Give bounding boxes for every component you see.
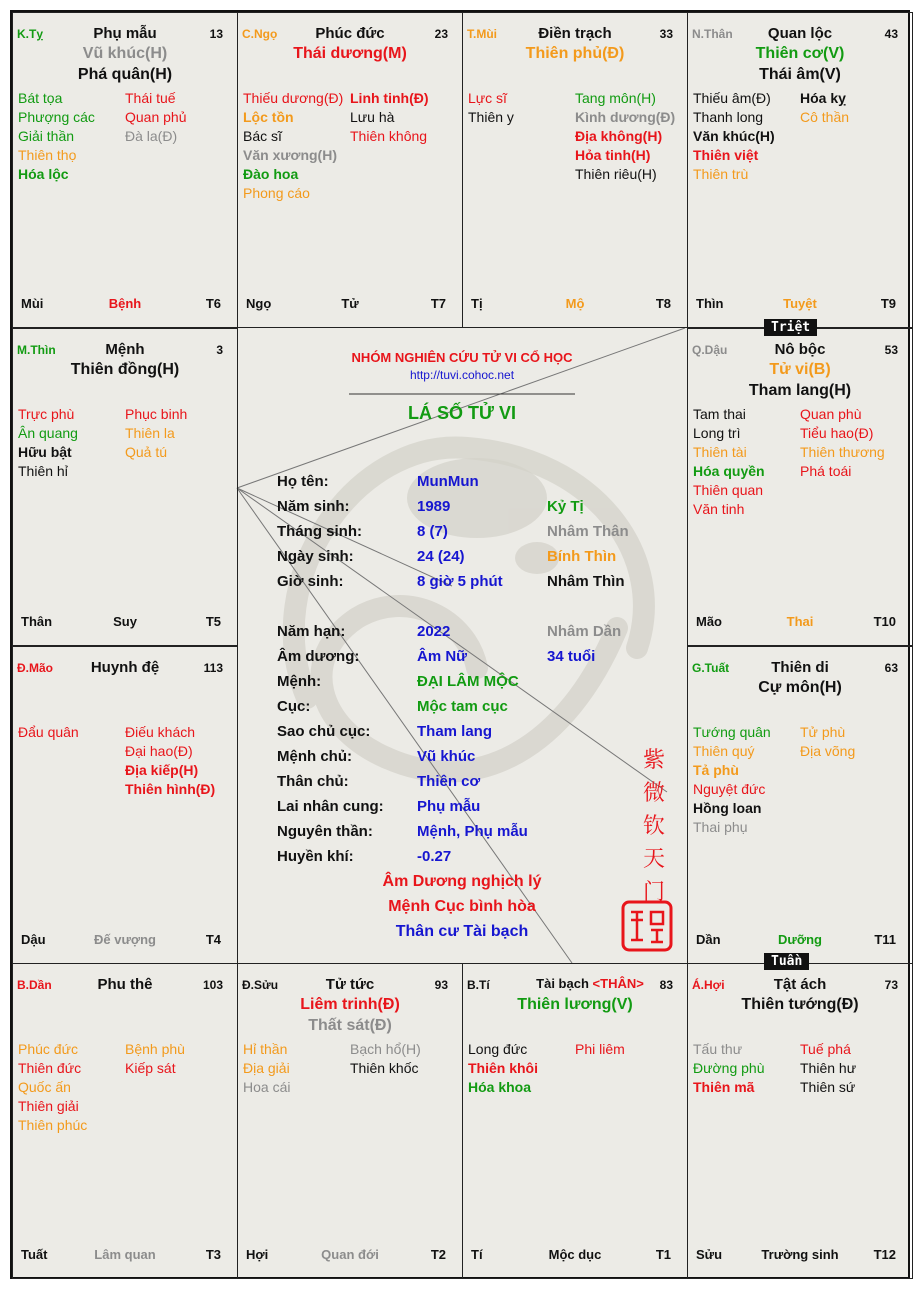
info-value: 8 (7) xyxy=(417,523,448,540)
stars-left xyxy=(18,1040,126,1135)
star: Quốc ấn xyxy=(18,1079,71,1095)
seal-char: 门 xyxy=(642,880,665,905)
decade-code: T7 xyxy=(430,296,446,311)
palace-title: Tật ách xyxy=(773,976,827,993)
stars-left xyxy=(693,405,801,519)
palace-phuc-duc xyxy=(237,12,463,328)
palace-phu-the xyxy=(12,963,238,1279)
main-star: Phá quân(H) xyxy=(77,66,173,83)
star: Phục binh xyxy=(125,406,188,422)
can-chi: Đ.Sửu xyxy=(242,978,279,992)
info-extra: Bính Thìn xyxy=(547,548,617,565)
center-info-panel xyxy=(237,328,687,962)
palace-title: Nô bộc xyxy=(774,341,826,358)
star: Thiên tài xyxy=(693,444,747,460)
stars-left xyxy=(18,723,126,742)
star: Quả tú xyxy=(125,444,168,460)
stars-left xyxy=(693,723,801,837)
note-line: Thân cư Tài bạch xyxy=(395,923,529,940)
star: Thái tuế xyxy=(125,90,176,106)
info-value: MunMun xyxy=(417,473,479,490)
info-value: 1989 xyxy=(417,498,451,515)
star: Thanh long xyxy=(693,109,764,125)
star: Thiên y xyxy=(468,109,514,125)
star: Tử phù xyxy=(800,724,846,740)
star: Hóa lộc xyxy=(18,166,69,182)
tu-vi-chart xyxy=(10,10,910,1279)
info-label: Cục: xyxy=(277,698,311,715)
info-value: Thiên cơ xyxy=(417,773,481,790)
palace-number: 33 xyxy=(659,27,673,41)
decade-code: T5 xyxy=(205,614,221,629)
star: Thai phụ xyxy=(693,819,748,835)
star: Thiên mã xyxy=(693,1079,755,1095)
stars-left xyxy=(18,89,126,184)
life-stage: Quan đới xyxy=(321,1247,379,1262)
triet-tag: Triệt xyxy=(764,319,817,336)
star: Thiên sứ xyxy=(800,1079,856,1095)
stars-right xyxy=(125,405,233,462)
info-value: Âm Nữ xyxy=(417,648,468,665)
palace-number: 103 xyxy=(202,978,223,992)
palace-tat-ach xyxy=(687,963,913,1279)
stars-right xyxy=(125,89,233,146)
info-label: Huyền khí: xyxy=(277,848,354,865)
star: Thiên hư xyxy=(800,1060,857,1076)
main-star: Tử vi(B) xyxy=(769,361,831,378)
stars-left xyxy=(693,1040,801,1097)
star: Điếu khách xyxy=(125,724,196,740)
can-chi: K.Tỵ xyxy=(17,27,44,41)
note-line: Âm Dương nghịch lý xyxy=(382,873,542,890)
star: Thiếu dương(Đ) xyxy=(243,90,344,106)
star: Hóa quyền xyxy=(693,463,765,479)
main-star: Liêm trinh(Đ) xyxy=(300,996,400,1013)
main-star: Thái âm(V) xyxy=(759,66,841,83)
decade-code: T11 xyxy=(874,932,896,947)
palace-number: 23 xyxy=(434,27,448,41)
stars-right xyxy=(350,1040,458,1078)
info-label: Lai nhân cung: xyxy=(277,798,384,815)
info-label: Giờ sinh: xyxy=(277,573,344,590)
info-label: Mệnh chủ: xyxy=(277,748,352,765)
star: Tả phù xyxy=(693,762,739,778)
star: Thiên phúc xyxy=(18,1117,88,1133)
info-extra: Nhâm Thìn xyxy=(547,573,625,590)
palace-number: 113 xyxy=(203,661,223,675)
star: Kiếp sát xyxy=(125,1060,176,1076)
star: Tướng quân xyxy=(693,724,771,740)
palace-quan-loc xyxy=(687,12,913,328)
stars-right xyxy=(800,89,908,127)
star: Hóa khoa xyxy=(468,1079,532,1095)
star: Thiên la xyxy=(125,425,175,441)
star: Thiên hỉ xyxy=(18,463,68,479)
stars-left xyxy=(243,1040,351,1097)
star: Văn khúc(H) xyxy=(693,128,775,144)
can-chi: N.Thân xyxy=(692,27,733,41)
star: Thiên quý xyxy=(693,743,755,759)
palace-menh xyxy=(12,328,238,646)
star: Long trì xyxy=(693,425,741,441)
star: Linh tinh(Đ) xyxy=(350,90,429,106)
star: Đường phù xyxy=(693,1060,765,1076)
info-extra: Kỷ Tị xyxy=(547,498,584,515)
palace-dien-trach xyxy=(462,12,688,328)
star: Lực sĩ xyxy=(468,90,507,106)
star: Thiên giải xyxy=(18,1098,79,1114)
star: Tam thai xyxy=(693,406,746,422)
can-chi: G.Tuất xyxy=(692,661,730,675)
star: Thiên thọ xyxy=(18,147,77,163)
branch: Dậu xyxy=(21,932,46,947)
seal-char: 微 xyxy=(642,781,665,806)
stars-right xyxy=(800,405,908,481)
seal-char: 钦 xyxy=(642,814,665,839)
stars-left xyxy=(468,1040,576,1097)
star: Địa giải xyxy=(243,1060,290,1076)
star: Nguyệt đức xyxy=(693,781,766,797)
palace-thien-di xyxy=(687,646,913,964)
branch: Tí xyxy=(471,1247,483,1262)
star: Hóa kỵ xyxy=(800,90,846,106)
palace-title: Phúc đức xyxy=(315,25,385,42)
palace-phu-mau xyxy=(12,12,238,328)
info-label: Tháng sinh: xyxy=(277,523,362,540)
star: Thiên quan xyxy=(693,482,764,498)
star: Bát tọa xyxy=(18,90,63,106)
stars-right xyxy=(125,723,233,799)
info-value: Mệnh, Phụ mẫu xyxy=(417,823,528,840)
branch: Dần xyxy=(696,932,721,947)
palace-tu-tuc xyxy=(237,963,463,1279)
can-chi: T.Mùi xyxy=(467,27,497,41)
star: Hồng loan xyxy=(693,800,762,816)
info-value: Tham lang xyxy=(417,723,493,740)
decade-code: T6 xyxy=(205,296,221,311)
stars-left xyxy=(693,89,801,184)
palace-title: Quan lộc xyxy=(767,25,833,42)
info-extra: Nhâm Thân xyxy=(547,523,629,540)
star: Long đức xyxy=(468,1041,528,1057)
stamp-seal xyxy=(621,900,673,952)
stars-right xyxy=(800,723,908,761)
palace-number: 53 xyxy=(884,343,898,357)
info-label: Ngày sinh: xyxy=(277,548,354,565)
palace-number: 43 xyxy=(884,27,898,41)
star: Thiếu âm(Đ) xyxy=(693,90,771,106)
life-stage: Tử xyxy=(341,296,359,311)
star: Thiên hình(Đ) xyxy=(125,781,216,797)
star: Địa không(H) xyxy=(575,128,663,144)
star: Hữu bật xyxy=(18,444,72,460)
info-value: 2022 xyxy=(417,623,451,640)
life-stage: Thai xyxy=(786,614,814,629)
star: Hoa cái xyxy=(243,1079,291,1095)
decade-code: T3 xyxy=(205,1247,221,1262)
star: Hỉ thần xyxy=(243,1041,288,1057)
life-stage: Tuyệt xyxy=(783,296,817,311)
star: Giải thần xyxy=(18,128,75,144)
palace-title: Phu thê xyxy=(97,976,153,993)
star: Đào hoa xyxy=(243,166,299,182)
star: Địa võng xyxy=(800,743,856,759)
palace-title xyxy=(493,976,687,991)
branch: Thân xyxy=(21,614,53,629)
star: Thiên khốc xyxy=(350,1060,419,1076)
branch: Thìn xyxy=(696,296,724,311)
palace-title: Điền trạch xyxy=(538,25,612,42)
star: Tuế phá xyxy=(800,1041,851,1057)
info-label: Năm sinh: xyxy=(277,498,350,515)
decade-code: T4 xyxy=(205,932,221,947)
main-star: Thiên cơ(V) xyxy=(755,45,845,62)
main-star: Vũ khúc(H) xyxy=(82,45,168,62)
palace-title-text: Tài bạch xyxy=(536,976,589,991)
palace-huynh-de xyxy=(12,646,238,964)
stars-right xyxy=(575,1040,683,1059)
star: Hỏa tinh(H) xyxy=(575,147,651,163)
star: Đà la(Đ) xyxy=(125,128,178,144)
life-stage: Trường sinh xyxy=(761,1247,839,1262)
main-star: Thiên đồng(H) xyxy=(70,361,180,378)
star: Đại hao(Đ) xyxy=(125,743,193,759)
decade-code: T12 xyxy=(873,1247,896,1262)
can-chi: C.Ngọ xyxy=(242,27,278,41)
star: Tấu thư xyxy=(693,1041,743,1057)
star: Trực phù xyxy=(18,406,75,422)
info-value: -0.27 xyxy=(417,848,452,865)
star: Ân quang xyxy=(18,425,78,441)
decade-code: T8 xyxy=(655,296,671,311)
group-name: NHÓM NGHIÊN CỨU TỬ VI CỔ HỌC xyxy=(351,350,573,365)
star: Thiên khôi xyxy=(468,1060,538,1076)
site-url[interactable]: http://tuvi.cohoc.net xyxy=(409,368,515,382)
palace-title: Thiên di xyxy=(771,659,829,676)
seal-char: 紫 xyxy=(642,748,665,773)
life-stage: Mộc dục xyxy=(548,1247,602,1262)
star: Văn xương(H) xyxy=(243,147,337,163)
star: Phượng các xyxy=(18,109,95,125)
main-star: Thất sát(Đ) xyxy=(308,1017,392,1034)
star: Lưu hà xyxy=(350,109,395,125)
life-stage: Dưỡng xyxy=(778,932,822,947)
star: Quan phù xyxy=(800,406,862,422)
star: Tang môn(H) xyxy=(575,90,656,106)
life-stage: Lâm quan xyxy=(94,1247,156,1262)
tuan-tag: Tuần xyxy=(764,953,809,970)
branch: Tuất xyxy=(21,1247,48,1262)
stars-left xyxy=(243,89,351,203)
star: Thiên trù xyxy=(693,166,749,182)
palace-number: 83 xyxy=(659,978,673,992)
info-label: Mệnh: xyxy=(277,673,322,690)
branch: Mùi xyxy=(21,296,44,311)
info-value: 8 giờ 5 phút xyxy=(417,573,503,590)
branch: Ngọ xyxy=(246,296,272,311)
star: Thiên không xyxy=(350,128,428,144)
star: Bác sĩ xyxy=(243,128,282,144)
seal-vertical-text xyxy=(639,744,669,909)
than-tag: <THÂN> xyxy=(592,976,644,991)
palace-number: 73 xyxy=(884,978,898,992)
info-extra: 34 tuổi xyxy=(547,648,596,665)
can-chi: B.Tí xyxy=(467,978,490,992)
star: Thiên đức xyxy=(18,1060,82,1076)
stars-left xyxy=(468,89,576,127)
branch: Mão xyxy=(696,614,722,629)
palace-title: Mệnh xyxy=(105,341,145,358)
info-value: 24 (24) xyxy=(417,548,465,565)
star: Bệnh phù xyxy=(125,1041,185,1057)
info-label: Sao chủ cục: xyxy=(277,723,371,740)
main-star: Thiên tướng(Đ) xyxy=(741,996,859,1013)
can-chi: M.Thìn xyxy=(17,343,56,357)
info-label: Nguyên thần: xyxy=(277,823,373,840)
star: Phi liêm xyxy=(575,1041,625,1057)
stars-left xyxy=(18,405,126,481)
star: Thiên thương xyxy=(800,444,885,460)
can-chi: Đ.Mão xyxy=(17,661,53,675)
palace-no-boc xyxy=(687,328,913,646)
star: Lộc tồn xyxy=(243,109,294,125)
info-value: Mộc tam cục xyxy=(417,698,508,715)
star: Đẩu quân xyxy=(18,724,79,740)
palace-number: 63 xyxy=(884,661,898,675)
palace-number: 13 xyxy=(209,27,223,41)
palace-number: 3 xyxy=(216,343,223,357)
info-extra: Nhâm Dần xyxy=(547,623,622,640)
info-label: Họ tên: xyxy=(277,473,329,490)
palace-tai-bach xyxy=(462,963,688,1279)
star: Phúc đức xyxy=(18,1041,78,1057)
life-stage: Suy xyxy=(113,614,137,629)
stars-right xyxy=(125,1040,233,1078)
info-value: Vũ khúc xyxy=(417,748,476,765)
palace-title: Huynh đệ xyxy=(90,659,160,676)
chart-heading: LÁ SỐ TỬ VI xyxy=(408,403,516,423)
info-label: Năm hạn: xyxy=(277,623,346,640)
stars-right xyxy=(800,1040,908,1097)
branch: Sửu xyxy=(696,1247,723,1262)
palace-title: Tử tức xyxy=(325,976,375,993)
star: Quan phủ xyxy=(125,109,187,125)
info-label: Thân chủ: xyxy=(277,773,349,790)
star: Kình dương(Đ) xyxy=(575,109,676,125)
decade-code: T9 xyxy=(880,296,896,311)
palace-title: Phụ mẫu xyxy=(93,25,157,42)
info-value: ĐẠI LÂM MỘC xyxy=(417,673,519,690)
decade-code: T10 xyxy=(873,614,896,629)
star: Cô thần xyxy=(800,109,850,125)
life-stage: Đế vượng xyxy=(94,932,156,947)
life-stage: Mộ xyxy=(565,296,585,311)
can-chi: Q.Dậu xyxy=(692,343,728,357)
star: Tiểu hao(Đ) xyxy=(800,425,874,441)
main-star: Thái dương(M) xyxy=(293,45,407,62)
star: Phong cáo xyxy=(243,185,310,201)
palace-number: 93 xyxy=(434,978,448,992)
main-star: Thiên lương(V) xyxy=(517,996,633,1013)
decade-code: T2 xyxy=(430,1247,446,1262)
can-chi: Á.Hợi xyxy=(692,978,725,992)
branch: Tị xyxy=(471,296,483,311)
star: Địa kiếp(H) xyxy=(125,762,199,778)
branch: Hợi xyxy=(246,1247,269,1262)
star: Thiên việt xyxy=(693,147,759,163)
stars-right xyxy=(350,89,458,146)
star: Văn tinh xyxy=(693,501,745,517)
main-star: Cự môn(H) xyxy=(758,679,842,696)
star: Thiên riêu(H) xyxy=(575,166,657,182)
info-value: Phụ mẫu xyxy=(417,798,481,815)
star: Phá toái xyxy=(800,463,852,479)
can-chi: B.Dần xyxy=(17,978,52,992)
stars-right xyxy=(575,89,683,184)
decade-code: T1 xyxy=(655,1247,671,1262)
seal-char: 天 xyxy=(642,847,665,872)
main-star: Thiên phủ(Đ) xyxy=(525,45,625,62)
star: Bạch hổ(H) xyxy=(350,1041,421,1057)
note-line: Mệnh Cục bình hòa xyxy=(388,898,536,915)
life-stage: Bệnh xyxy=(108,296,142,311)
main-star: Tham lang(H) xyxy=(748,382,852,399)
info-label: Âm dương: xyxy=(277,648,360,665)
